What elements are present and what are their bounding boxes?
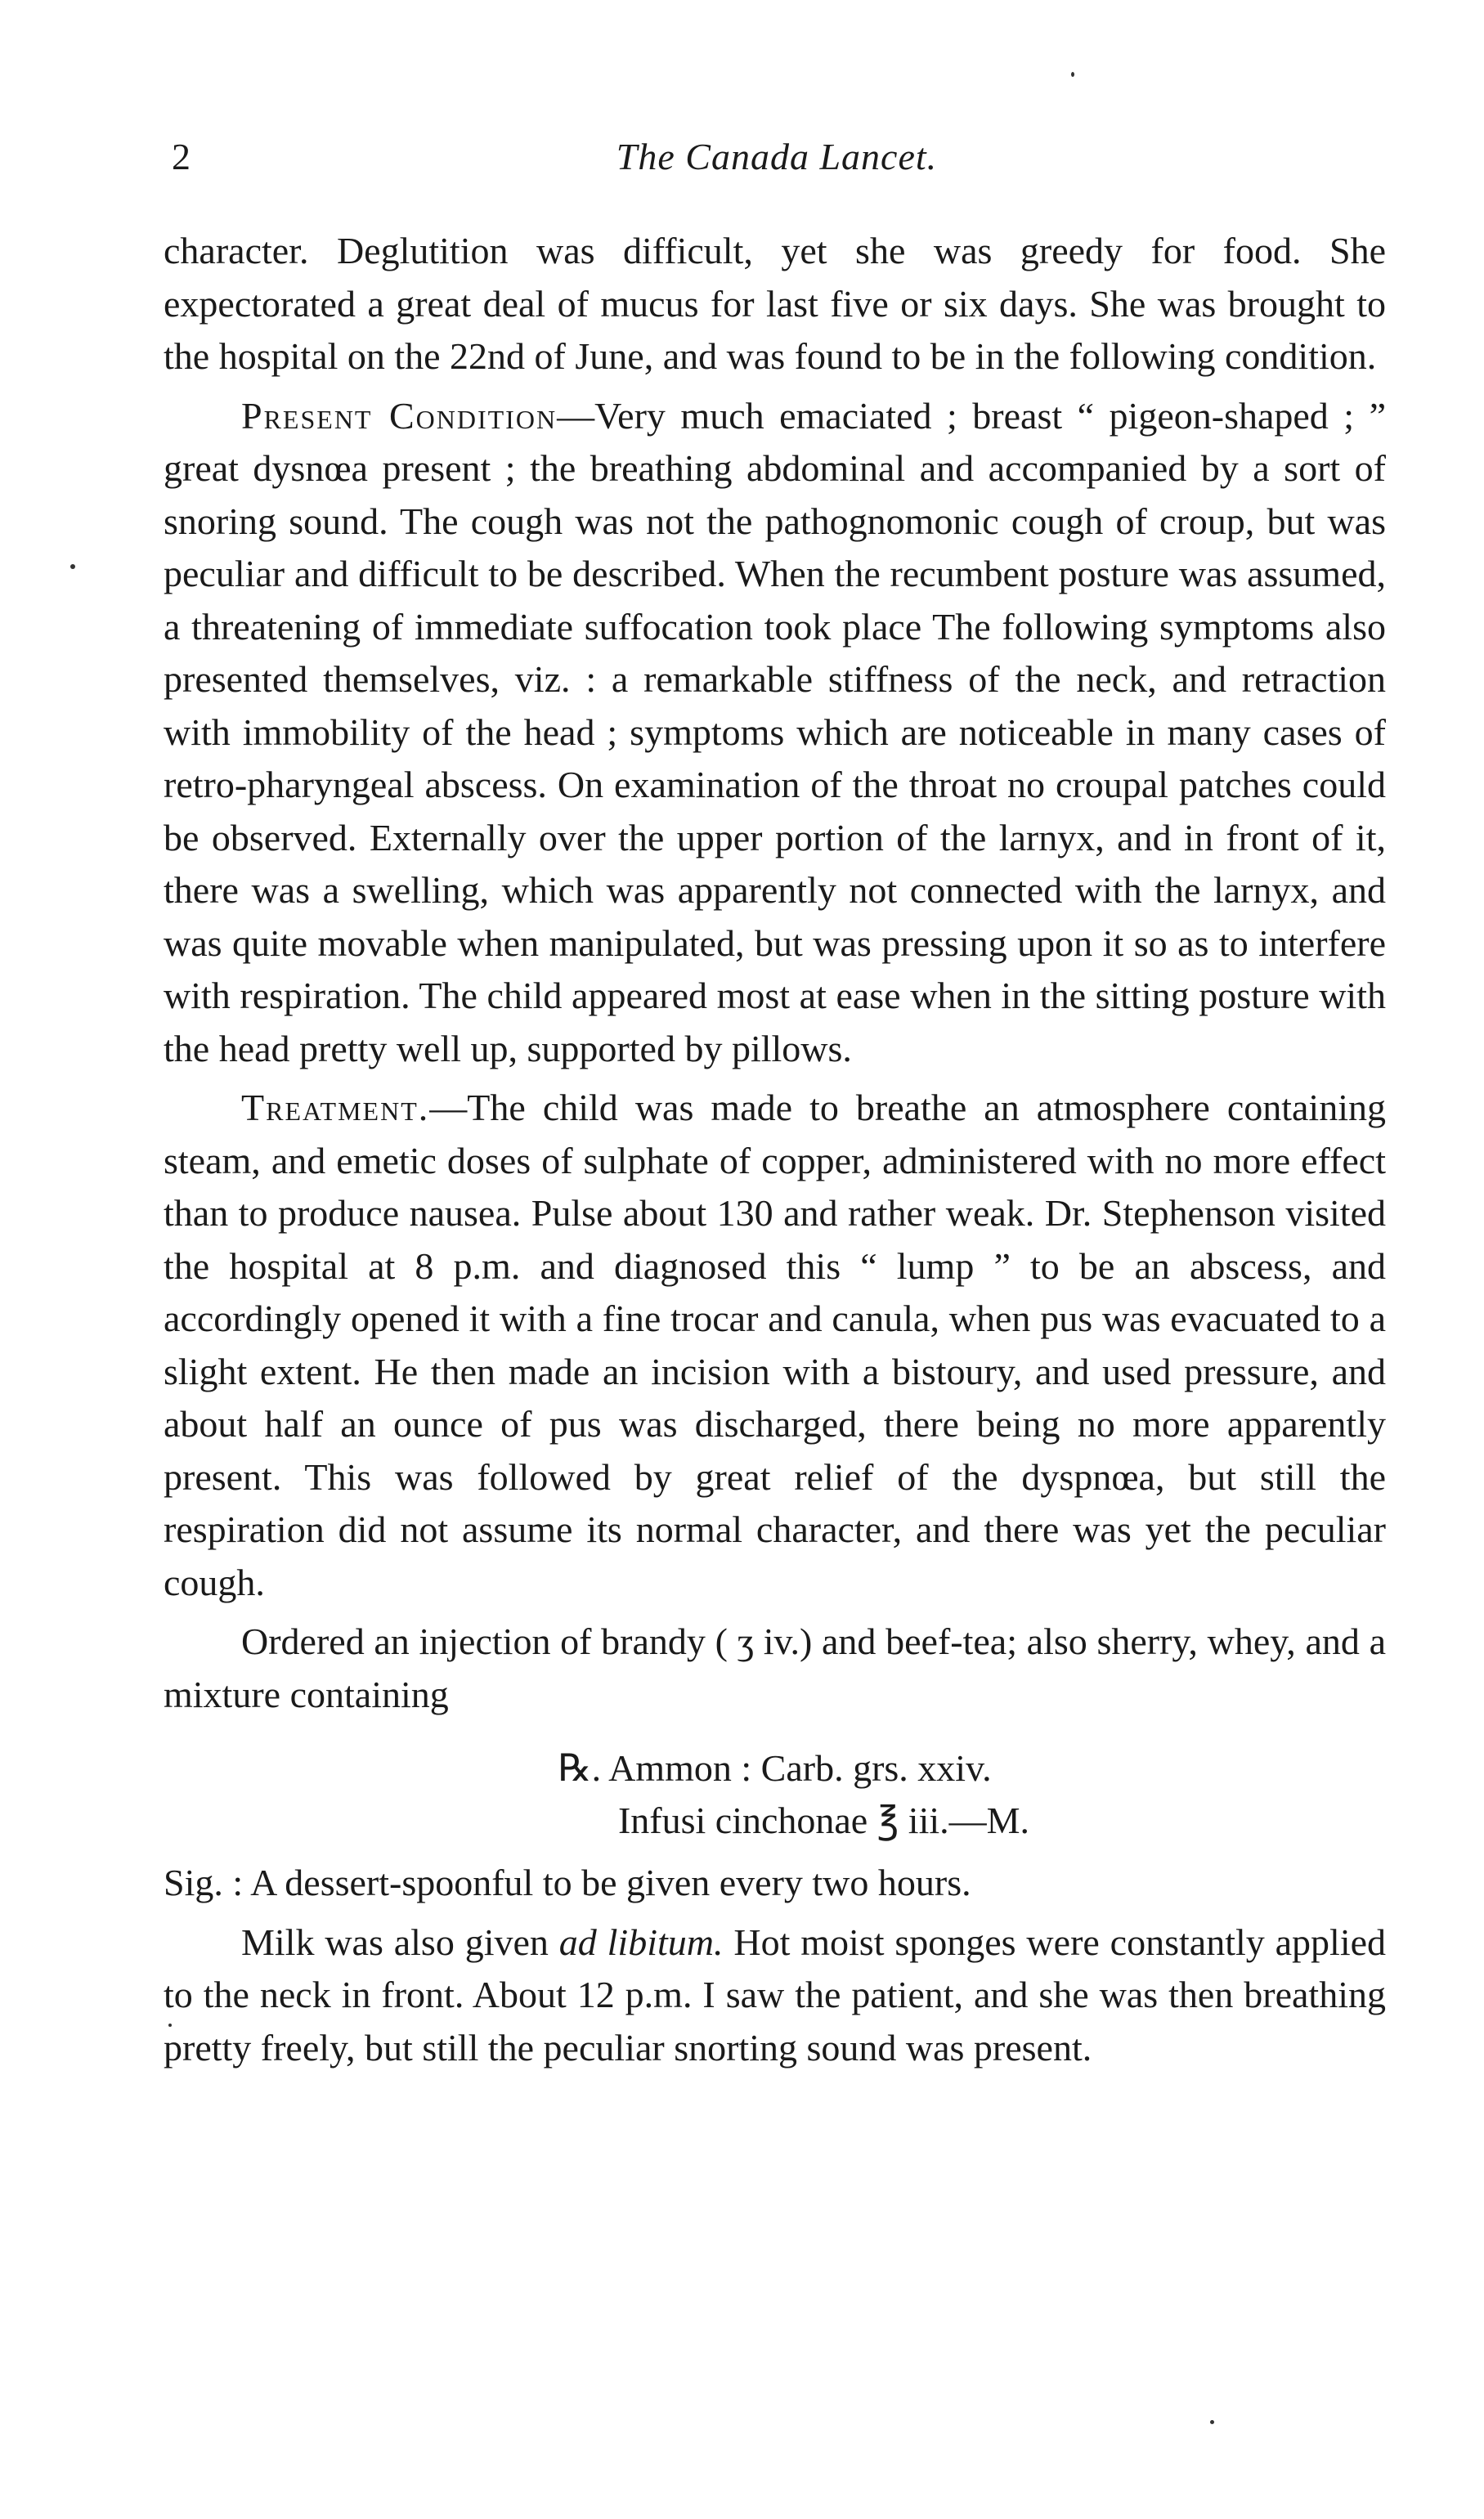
print-speck <box>1071 72 1074 77</box>
prescription-line-2: Infusi cinchonae ℥ iii.—M. <box>617 1800 1030 1841</box>
running-title: The Canada Lancet. <box>616 136 938 177</box>
paragraph-milk <box>164 1916 1386 2075</box>
signa-line: Sig. : A dessert-spoonful to be given every two hours. <box>164 1862 971 1903</box>
article-body <box>164 225 1386 2081</box>
paragraph-ordered: Ordered an injection of brandy ( ʒ iv.) and beef-tea; also sherry, whey, and a mixture containing <box>164 1620 1386 1715</box>
page-header <box>172 135 1382 192</box>
paragraph-treatment <box>164 1082 1386 1609</box>
print-speck <box>168 2024 172 2027</box>
latin-phrase: ad libitum. <box>558 1921 724 1963</box>
milk-text-after: Hot moist sponges were constantly applied to the neck in front. About 12 p.m. I saw the patient, and she was then breathing pretty freely, but still the peculiar snorting sound was present. <box>164 1921 1387 2069</box>
print-speck <box>1210 2420 1214 2424</box>
print-speck <box>70 564 75 569</box>
present-condition-text: —Very much emaciated ; breast “ pigeon-shaped ; ” great dysnœa present ; the breathing abdominal and accompanied by a sort of snoring sound. The cough was not the pathognomonic cough of croup, but was peculiar and difficult to be described. When the recumbent posture was assumed, a threatening of immediate suffocation took place The following symptoms also presented themselves, viz. : a remarkable stiffness of the neck, and retraction with immobility of the head ; symptoms which are noticeable in many cases of retro-pharyngeal abscess. On examination of the throat no croupal patches could be observed. Externally over the upper portion of the larnyx, and in front of it, there was a swelling, which was apparently not connected with the larnyx, and was quite movable when manipulated, but was pressing upon it so as to interfere with respiration. The child appeared most at ease when in the sitting posture with the head pretty well up, supported by pillows. <box>164 394 1386 1069</box>
page-number: 2 <box>172 136 191 177</box>
treatment-text: —The child was made to breathe an atmosphere containing steam, and emetic doses of sulphate of copper, administered with no more effect than to produce nausea. Pulse about 130 and rather weak. Dr. Stephenson visited the hospital at 8 p.m. and diagnosed this “ lump ” to be an abscess, and accordingly opened it with a fine trocar and canula, when pus was evacuated to a slight extent. He then made an incision with a bistoury, and used pressure, and about half an ounce of pus was discharged, there being no more apparently present. This was followed by great relief of the dyspnœa, but still the respiration did not assume its normal character, and there was yet the peculiar cough. <box>164 1087 1386 1603</box>
prescription-block <box>164 1742 1386 1847</box>
paragraph-present-condition <box>164 390 1386 1076</box>
prescription-line-1: ℞. Ammon : Carb. grs. xxiv. <box>558 1747 992 1789</box>
section-heading-present-condition: Present Condition <box>241 394 558 437</box>
milk-text-before: Milk was also given <box>241 1921 559 1963</box>
paragraph-continuation: character. Deglutition was difficult, yet she was greedy for food. She expectorated a great deal of mucus for last five or six days. She was brought to the hospital on the 22nd of June, and was found to be in the following condition. <box>164 230 1386 377</box>
section-heading-treatment: Treatment. <box>241 1087 430 1128</box>
